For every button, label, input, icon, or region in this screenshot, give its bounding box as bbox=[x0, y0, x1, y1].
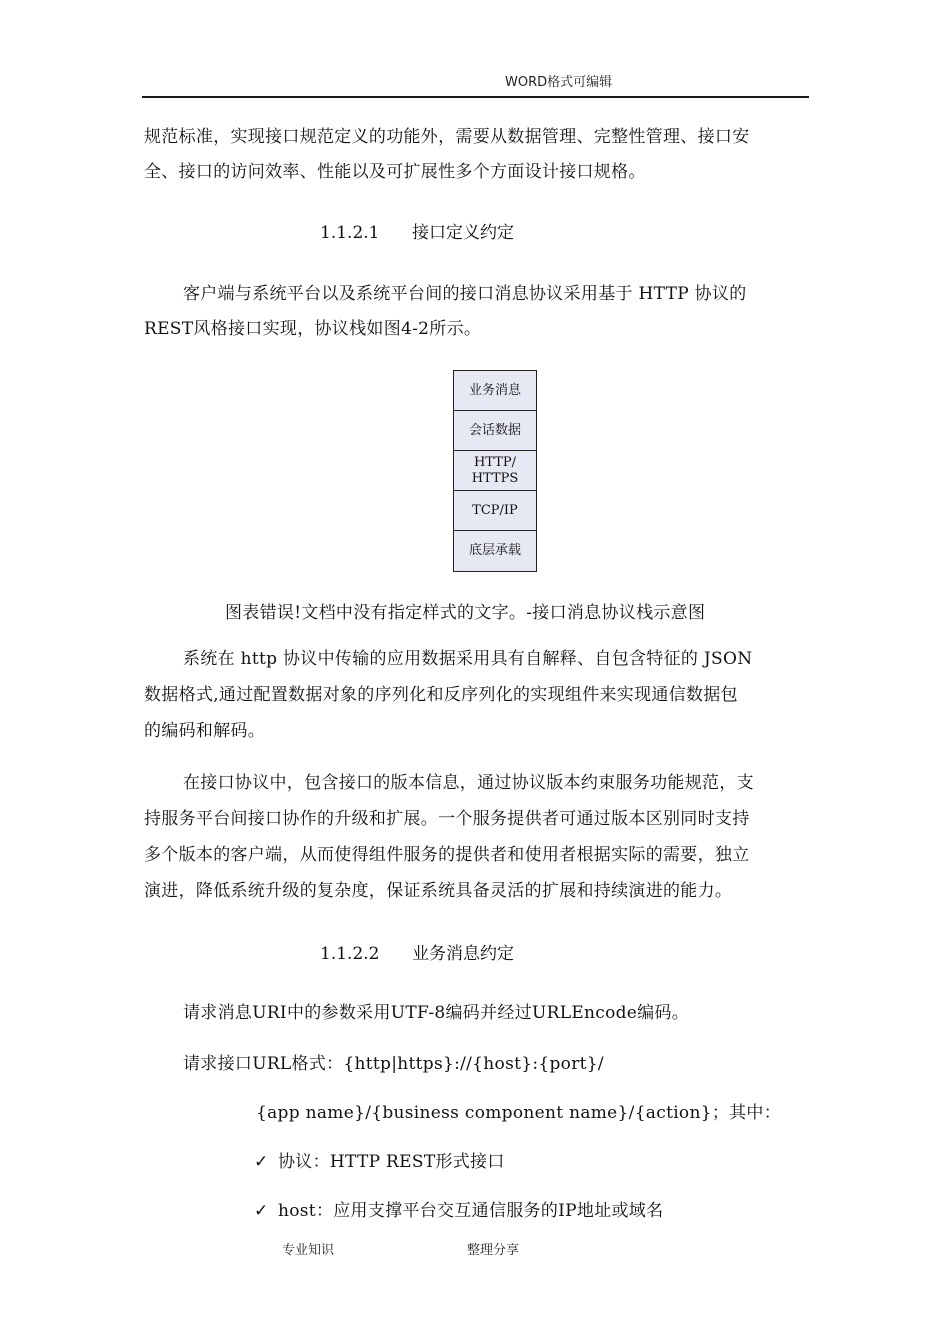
checkmark-icon: ✓ bbox=[254, 1152, 269, 1172]
paragraph-line: 在接口协议中，包含接口的版本信息，通过协议版本约束服务功能规范，支 bbox=[183, 773, 754, 793]
footer-right: 整理分享 bbox=[467, 1243, 520, 1258]
paragraph-line: 的编码和解码。 bbox=[144, 721, 266, 741]
paragraph-line: 规范标准，实现接口规范定义的功能外，需要从数据管理、完整性管理、接口安 bbox=[144, 127, 750, 147]
section-number: 1.1.2.2 bbox=[320, 944, 380, 964]
paragraph-line: 持服务平台间接口协作的升级和扩展。一个服务提供者可通过版本区别同时支持 bbox=[144, 809, 750, 829]
bullet-item bbox=[254, 1196, 663, 1221]
stack-layer-label: 底层承载 bbox=[468, 543, 521, 558]
stack-layer-session-data bbox=[454, 411, 536, 451]
paragraph-line: REST风格接口实现，协议栈如图4-2所示。 bbox=[144, 319, 482, 339]
stack-layer-label: 会话数据 bbox=[468, 422, 521, 438]
checkmark-icon: ✓ bbox=[254, 1201, 269, 1221]
paragraph-line: 多个版本的客户端，从而使得组件服务的提供者和使用者根据实际的需要，独立 bbox=[144, 845, 750, 865]
stack-layer-label: 业务消息 bbox=[468, 382, 521, 398]
bullet-text: host：应用支撑平台交互通信服务的IP地址或域名 bbox=[278, 1201, 664, 1221]
header-rule bbox=[142, 96, 809, 98]
paragraph-line: 客户端与系统平台以及系统平台间的接口消息协议采用基于 HTTP 协议的 bbox=[183, 284, 747, 304]
bullet-item bbox=[254, 1147, 505, 1172]
paragraph-line: 全、接口的访问效率、性能以及可扩展性多个方面设计接口规格。 bbox=[144, 162, 646, 182]
url-format-line: {app name}/{business component name}/{action}；其中： bbox=[256, 1103, 782, 1123]
paragraph-line: 请求消息URI中的参数采用UTF-8编码并经过URLEncode编码。 bbox=[183, 1003, 690, 1023]
stack-layer-tcp-ip bbox=[454, 491, 536, 531]
section-heading-1-1-2-2 bbox=[320, 939, 514, 964]
paragraph-line: 系统在 http 协议中传输的应用数据采用具有自解释、自包含特征的 JSON bbox=[183, 649, 753, 669]
stack-layer-label: TCP/IP bbox=[472, 502, 518, 518]
section-title: 业务消息约定 bbox=[412, 944, 514, 964]
section-number: 1.1.2.1 bbox=[320, 223, 380, 243]
section-heading-1-1-2-1 bbox=[320, 218, 514, 243]
paragraph-line: 演进，降低系统升级的复杂度，保证系统具备灵活的扩展和持续演进的能力。 bbox=[144, 881, 733, 901]
protocol-stack-diagram bbox=[453, 370, 537, 572]
url-format-line: 请求接口URL格式：{http|https}://{host}:{port}/ bbox=[183, 1054, 604, 1074]
stack-layer-http bbox=[454, 451, 536, 491]
figure-caption: 图表错误!文档中没有指定样式的文字。-接口消息协议栈示意图 bbox=[225, 603, 706, 623]
paragraph-line: 数据格式,通过配置数据对象的序列化和反序列化的实现组件来实现通信数据包 bbox=[144, 685, 738, 705]
stack-layer-bearer bbox=[454, 531, 536, 571]
section-title: 接口定义约定 bbox=[412, 223, 514, 243]
stack-layer-label: HTTP/ HTTPS bbox=[471, 454, 519, 486]
footer-left: 专业知识 bbox=[282, 1243, 335, 1258]
bullet-text: 协议：HTTP REST形式接口 bbox=[278, 1152, 505, 1172]
stack-layer-business-message bbox=[454, 371, 536, 411]
page-header: WORD格式可编辑 bbox=[505, 75, 613, 90]
